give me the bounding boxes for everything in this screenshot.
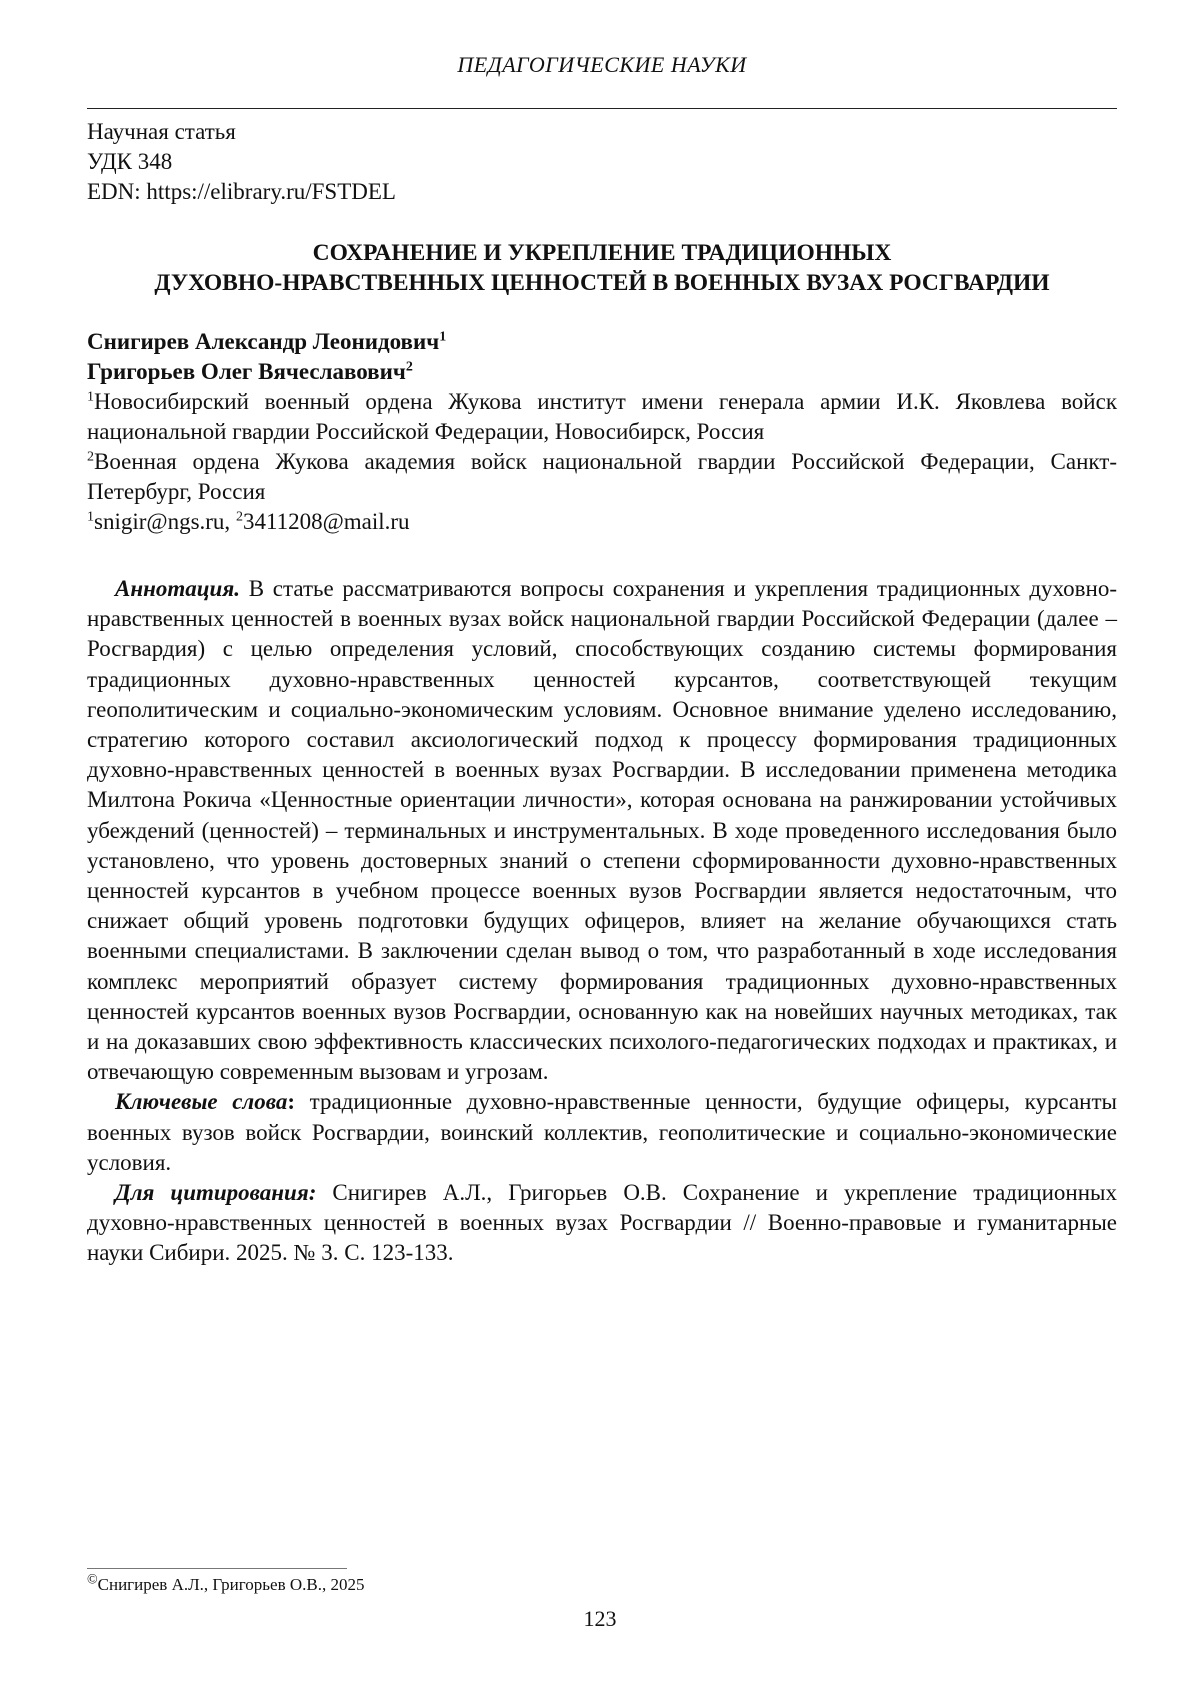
keywords-label: Ключевые слова xyxy=(115,1089,288,1115)
abstract-label: Аннотация. xyxy=(115,576,240,601)
title-line-1: СОХРАНЕНИЕ И УКРЕПЛЕНИЕ ТРАДИЦИОННЫХ xyxy=(312,240,892,266)
email-line xyxy=(87,507,1117,537)
author-mark: 1 xyxy=(439,329,447,345)
abstract-paragraph xyxy=(87,574,1117,1087)
copyright-footnote xyxy=(87,1572,365,1595)
affiliation-2 xyxy=(87,447,1117,507)
udc-code: УДК 348 xyxy=(87,149,173,174)
keywords-text: традиционные духовно-нравственные ценности, будущие офицеры, курсанты военных вузов войск Росгвардии, воинский коллектив, геополитические и социально-экономические условия. xyxy=(87,1089,1117,1175)
article-meta xyxy=(87,117,396,207)
email-mark: 2 xyxy=(235,509,243,525)
citation-paragraph xyxy=(87,1178,1117,1269)
affiliation-mark: 1 xyxy=(87,389,94,405)
header-divider xyxy=(87,108,1117,109)
authors-block xyxy=(87,327,1117,537)
citation-label: Для цитирования: xyxy=(115,1180,317,1206)
edn-link[interactable]: EDN: https://elibrary.ru/FSTDEL xyxy=(87,179,396,204)
author-1 xyxy=(87,327,1117,357)
author-name: Снигирев Александр Леонидович xyxy=(87,329,440,354)
abstract-section xyxy=(87,574,1117,1269)
article-type: Научная статья xyxy=(87,119,236,144)
affiliation-1 xyxy=(87,387,1117,447)
affiliation-text: Военная ордена Жукова академия войск национальной гвардии Российской Федерации, Санкт-Петербург, Россия xyxy=(87,449,1117,504)
author-name: Григорьев Олег Вячеславович xyxy=(87,359,406,384)
copyright-mark: © xyxy=(87,1572,98,1588)
email-link[interactable]: 3411208@mail.ru xyxy=(242,509,410,534)
running-head: ПЕДАГОГИЧЕСКИЕ НАУКИ xyxy=(457,52,747,77)
email-mark: 1 xyxy=(87,509,94,525)
title-line-2: ДУХОВНО-НРАВСТВЕННЫХ ЦЕННОСТЕЙ В ВОЕННЫХ ВУЗАХ РОСГВАРДИИ xyxy=(154,270,1050,296)
affiliation-text: Новосибирский военный ордена Жукова институт имени генерала армии И.К. Яковлева войск национальной гвардии Российской Федерации, Новосибирск, Россия xyxy=(87,389,1117,444)
abstract-text: В статье рассматриваются вопросы сохранения и укрепления традиционных духовно-нравственных ценностей в военных вузах войск национальной гвардии Российской Федерации (далее – Росгвардия) с целью определения условий, способствующих созданию системы формирования традиционных духовно-нравственных ценностей курсантов, соответствующей текущим геополитическим и социально-экономическим условиям. Основное внимание уделено исследованию, стратегию которого составил аксиологический подход к процессу формирования традиционных духовно-нравственных ценностей в военных вузах Росгвардии. В исследовании применена методика Милтона Рокича «Ценностные ориентации личности», которая основана на ранжировании устойчивых убеждений (ценностей) – терминальных и инструментальных. В ходе проведенного исследования было установлено, что уровень достоверных знаний о степени сформированности духовно-нравственных ценностей курсантов в учебном процессе военных вузов Росгвардии является недостаточным, что снижает общий уровень подготовки будущих офицеров, влияет на желание обучающихся стать военными специалистами. В заключении сделан вывод о том, что разработанный в ходе исследования комплекс мероприятий образует систему формирования традиционных духовно-нравственных ценностей курсантов военных вузов Росгвардии, основанную как на новейших научных методиках, так и на доказавших свою эффективность классических психолого-педагогических подходах и практиках, и отвечающую современным вызовам и угрозам. xyxy=(87,576,1117,1085)
author-2 xyxy=(87,357,1117,387)
page-number: 123 xyxy=(583,1606,617,1631)
affiliation-mark: 2 xyxy=(87,449,94,465)
email-link[interactable]: snigir@ngs.ru, xyxy=(94,509,231,534)
keywords-colon: : xyxy=(287,1089,296,1115)
citation-text: Снигирев А.Л., Григорьев О.В. Сохранение и укрепление традиционных духовно-нравственных ценностей в военных вузах Росгвардии // Военно-правовые и гуманитарные науки Сибири. 2025. № 3. С. 123-133. xyxy=(87,1180,1117,1266)
keywords-paragraph xyxy=(87,1087,1117,1178)
footnote-divider xyxy=(87,1568,347,1569)
article-title xyxy=(87,238,1117,298)
copyright-text: Снигирев А.Л., Григорьев О.В., 2025 xyxy=(97,1575,365,1594)
author-mark: 2 xyxy=(405,359,413,375)
